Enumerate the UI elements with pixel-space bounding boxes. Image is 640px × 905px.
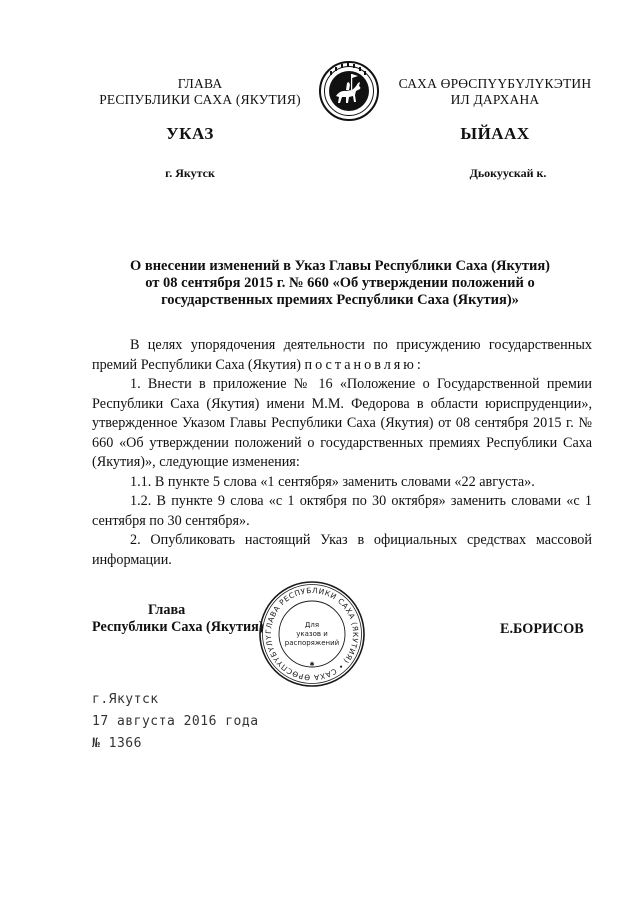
intro-paragraph: В целях упорядочения деятельности по присуждению государственных премий Республики Саха (Якутия) постановляю: — [92, 337, 592, 373]
decree-word: постановляю: — [304, 356, 424, 373]
document-body — [92, 336, 592, 570]
city-left: г. Якутск — [165, 166, 215, 180]
header-left-line2: РЕСПУБЛИКИ САХА (ЯКУТИЯ) — [99, 92, 301, 107]
stamp-center-line2: указов и — [296, 630, 328, 638]
city-right: Дьокуускай к. — [469, 166, 547, 180]
signature-title-line1: Глава — [148, 602, 186, 618]
doc-type-right: ЫЙААХ — [460, 124, 530, 143]
title-line2: от 08 сентября 2015 г. № 660 «Об утверждении положений о — [145, 275, 535, 291]
item-1-2: 1.2. В пункте 9 слова «с 1 октября по 30 октября» заменить словами «с 1 сентября по 30 сентября». — [92, 493, 592, 529]
stamp-center-line3: распоряжений — [284, 639, 340, 647]
header-right-line2: ИЛ ДАРХАНА — [450, 92, 540, 107]
doc-type-left: УКАЗ — [166, 124, 214, 143]
emblem-logo — [318, 60, 380, 122]
signature-title-line2: Республики Саха (Якутия) — [92, 619, 264, 635]
stamp-ring-text: ГЛАВА РЕСПУБЛИКИ САХА (ЯКУТИЯ) • САХА ӨРӨСПҮҮБҮЛҮ — [263, 585, 361, 683]
stamp-center-line1: Для — [304, 621, 320, 629]
header-right-line1: САХА ӨРӨСПҮҮБҮЛҮКЭТИН — [398, 76, 592, 91]
item-1: 1. Внести в приложение № 16 «Положение о Государственной премии Республики Саха (Якутия) имени М.М. Федорова в области юриспруденции», утвержденное Указом Главы Республики Саха (Якутия) от 08 сентября 2015 г. № 660 «Об утверждении положений о государственных премиях Республики Саха (Якутия)», следующие изменения: — [92, 376, 592, 470]
header-left-line1: ГЛАВА — [177, 76, 223, 91]
footer-number: № 1366 — [92, 736, 142, 751]
footer-city: г.Якутск — [92, 692, 159, 707]
title-line1: О внесении изменений в Указ Главы Республики Саха (Якутия) — [129, 258, 551, 274]
official-stamp — [258, 580, 366, 688]
item-2: 2. Опубликовать настоящий Указ в официальных средствах массовой информации. — [92, 532, 592, 568]
signature-name: Е.БОРИСОВ — [500, 621, 584, 637]
stamp-star-icon: ✱ — [309, 661, 315, 668]
title-line3: государственных премиях Республики Саха (Якутия)» — [161, 292, 519, 308]
document-title — [60, 258, 620, 309]
header-right — [385, 76, 605, 108]
header-left — [80, 76, 320, 108]
item-1-1: 1.1. В пункте 5 слова «1 сентября» заменить словами «22 августа». — [130, 473, 535, 490]
footer-date: 17 августа 2016 года — [92, 714, 259, 729]
